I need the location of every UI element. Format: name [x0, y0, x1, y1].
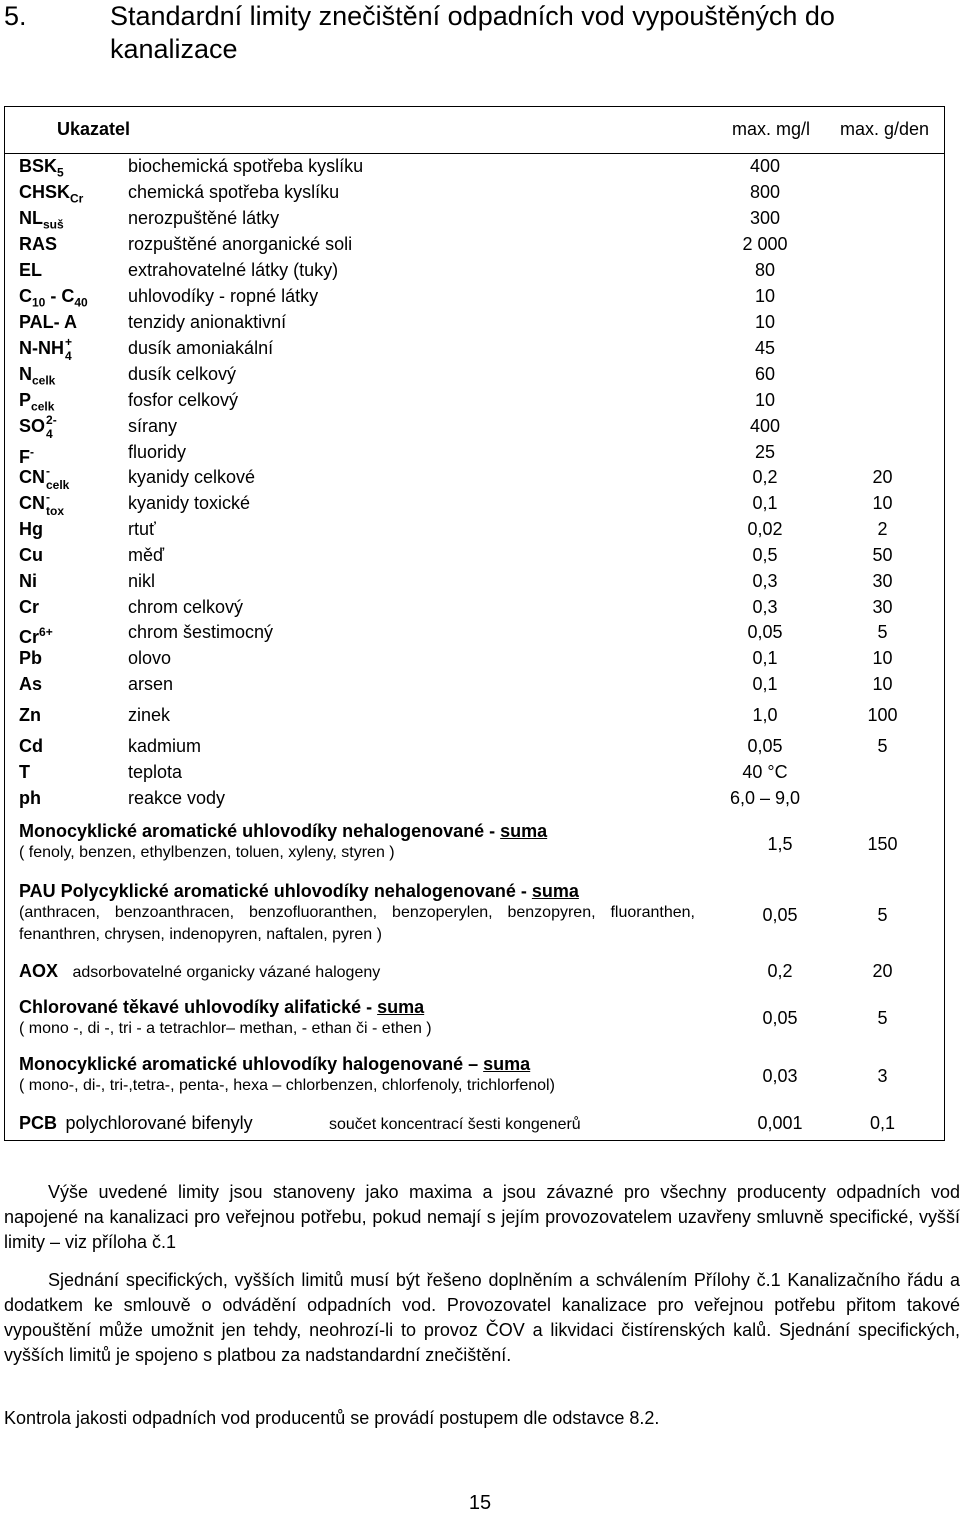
row-max-g-day: 10	[872, 648, 893, 668]
row-max-mg-l: 80	[754, 260, 776, 280]
row-indicator-code: $Cr^{6+}$	[19, 625, 53, 647]
row-max-mg-l: 0,5	[752, 545, 778, 565]
row-max-mg-l: 800	[749, 182, 781, 202]
row-max-g-day: 2	[877, 519, 888, 539]
table-row	[0, 389, 960, 415]
row-max-g-day: 10	[872, 493, 893, 513]
row-indicator-code: $P_{celk}$	[19, 390, 55, 414]
header-divider	[4, 153, 945, 154]
aox-name: adsorbovatelné organicky vázané halogeny	[72, 964, 381, 981]
row-indicator-name: fluoridy	[128, 442, 187, 462]
row-indicator-code: $CHSK_{Cr}$	[19, 182, 84, 206]
row-indicator-code: Cr	[19, 597, 40, 617]
halo-title: Monocyklické aromatické uhlovodíky halogenované –	[19, 1054, 484, 1074]
header-max-g-day: max. g/den	[840, 119, 930, 139]
chlor-g-day: 5	[877, 1008, 888, 1028]
row-indicator-code: ph	[19, 788, 41, 808]
row-max-g-day: 5	[877, 736, 888, 756]
table-row	[0, 363, 960, 389]
row-max-mg-l: 10	[754, 312, 776, 332]
table-row	[0, 518, 960, 544]
table-row	[0, 735, 960, 761]
pcb-mg-l: 0,001	[757, 1113, 803, 1133]
table-row	[0, 155, 960, 181]
halo-mg-l: 0,03	[762, 1066, 798, 1086]
row-indicator-code: RAS	[19, 234, 58, 254]
mono-aromatic-g-day: 150	[867, 834, 898, 854]
row-indicator-code: Hg	[19, 519, 43, 539]
table-row	[0, 596, 960, 622]
row-indicator-code: PAL- A	[19, 312, 77, 332]
row-indicator-name: zinek	[128, 705, 171, 725]
row-indicator-name: kyanidy celkové	[128, 467, 256, 487]
row-indicator-code: $BSK_5$	[19, 156, 64, 180]
block-subtitle: ( fenoly, benzen, ethylbenzen, toluen, xyleny, styren )	[19, 844, 395, 861]
block-chlorinated	[19, 996, 709, 1040]
aox-mg-l: 0,2	[767, 961, 793, 981]
pcb-code: PCB	[19, 1113, 58, 1133]
row-max-g-day: 5	[877, 622, 888, 642]
row-indicator-code: N-NH + 4	[19, 335, 73, 363]
row-max-g-day: 10	[872, 674, 893, 694]
row-max-mg-l: 6,0 – 9,0	[729, 788, 801, 808]
chlor-title: Chlorované těkavé uhlovodíky alifatické -	[19, 997, 378, 1017]
row-indicator-name: extrahovatelné látky (tuky)	[128, 260, 339, 280]
table-row	[0, 285, 960, 311]
row-max-mg-l: 2 000	[742, 234, 788, 254]
row-indicator-code: $N_{celk}$	[19, 364, 56, 388]
row-indicator-name: chrom šestimocný	[128, 622, 274, 642]
mono-aromatic-mg-l: 1,5	[767, 834, 793, 854]
pcb-g-day: 0,1	[869, 1113, 896, 1133]
row-indicator-name: sírany	[128, 416, 178, 436]
row-indicator-code: $NL_{suš}$	[19, 208, 64, 232]
pau-title-suma: suma	[531, 881, 579, 901]
row-indicator-name: rozpuštěné anorganické soli	[128, 234, 353, 254]
row-indicator-name: kadmium	[128, 736, 202, 756]
row-max-mg-l: 0,05	[747, 736, 783, 756]
row-max-g-day: 100	[867, 705, 898, 725]
row-indicator-name: dusík celkový	[128, 364, 237, 384]
header-max-mg-l: max. mg/l	[732, 119, 811, 139]
table-row	[0, 181, 960, 207]
row-max-mg-l: 300	[749, 208, 781, 228]
row-indicator-name: nikl	[128, 571, 156, 591]
block-aox	[19, 960, 739, 984]
row-indicator-name: arsen	[128, 674, 174, 694]
pau-title: Polycyklické aromatické uhlovodíky nehalogenované -	[55, 881, 532, 901]
row-indicator-code: CN - tox	[19, 490, 64, 518]
row-indicator-name: tenzidy anionaktivní	[128, 312, 287, 332]
row-max-mg-l: 0,1	[752, 648, 778, 668]
row-indicator-name: reakce vody	[128, 788, 226, 808]
aox-g-day: 20	[872, 961, 893, 981]
aox-code: AOX	[19, 961, 59, 981]
row-max-mg-l: 0,1	[752, 674, 778, 694]
row-max-mg-l: 10	[754, 286, 776, 306]
row-indicator-code: Cd	[19, 736, 43, 756]
paragraph-quality-control: Kontrola jakosti odpadních vod producentů se provádí postupem dle odstavce 8.2.	[4, 1408, 660, 1428]
row-max-mg-l: 60	[754, 364, 776, 384]
row-max-mg-l: 0,2	[752, 467, 778, 487]
header-indicator: Ukazatel	[57, 119, 131, 139]
section-title: Standardní limity znečištění odpadních vod vypouštěných do kanalizace	[110, 1, 835, 64]
table-row	[0, 704, 960, 730]
row-indicator-code: EL	[19, 260, 43, 280]
table-row	[0, 492, 960, 518]
page-number: 15	[468, 1492, 492, 1514]
row-indicator-code: F-	[19, 445, 34, 467]
table-row	[0, 441, 960, 467]
row-max-mg-l: 0,3	[752, 597, 778, 617]
row-max-mg-l: 400	[749, 416, 781, 436]
row-indicator-code: Zn	[19, 705, 41, 725]
row-max-mg-l: 0,02	[747, 519, 783, 539]
block-title-suma: suma	[500, 821, 548, 841]
table-row	[0, 673, 960, 699]
pau-mg-l: 0,05	[762, 905, 798, 925]
row-max-mg-l: 0,1	[752, 493, 778, 513]
table-row	[0, 415, 960, 441]
row-indicator-name: dusík amoniakální	[128, 338, 274, 358]
table-row	[0, 621, 960, 647]
row-max-mg-l: 10	[754, 390, 776, 410]
chlor-mg-l: 0,05	[762, 1008, 798, 1028]
row-max-g-day: 50	[872, 545, 893, 565]
pcb-name: polychlorované bifenyly	[65, 1113, 253, 1133]
row-indicator-code: As	[19, 674, 43, 694]
row-max-mg-l: 25	[754, 442, 776, 462]
row-indicator-name: chemická spotřeba kyslíku	[128, 182, 340, 202]
row-indicator-name: biochemická spotřeba kyslíku	[128, 156, 364, 176]
row-indicator-name: uhlovodíky - ropné látky	[128, 286, 319, 306]
row-max-g-day: 30	[872, 597, 893, 617]
pau-code: PAU	[19, 881, 56, 901]
table-row	[0, 647, 960, 673]
paragraph-specific-limits: Sjednání specifických, vyšších limitů musí být řešeno doplněním a schválením Přílohy č.1 Kanalizačního řádu a dodatkem ke smlouvě o odvádění odpadních vod. Provozovatel kanalizace pro veřejnou potřebu přitom takové vypouštění může umožnit jen tehdy, neohrozí-li to provoz ČOV a likvidaci čistírenských kalů. Sjednání specifických, vyšších limitů je spojeno s platbou za nadstandardní znečištění.	[4, 1270, 960, 1365]
pcb-note: součet koncentrací šesti kongenerů	[329, 1116, 581, 1133]
row-indicator-code: Cu	[19, 545, 43, 565]
table-row	[0, 761, 960, 787]
table-row	[0, 207, 960, 233]
table-row	[0, 311, 960, 337]
row-indicator-code: CN - celk	[19, 464, 70, 492]
row-indicator-name: rtuť	[128, 519, 156, 539]
table-row	[0, 259, 960, 285]
table-row	[0, 466, 960, 492]
row-indicator-code: SO 2- 4	[19, 413, 57, 441]
row-indicator-name: chrom celkový	[128, 597, 244, 617]
block-title: Monocyklické aromatické uhlovodíky nehalogenované -	[19, 821, 501, 841]
row-indicator-code: T	[19, 762, 30, 782]
row-max-mg-l: 0,3	[752, 571, 778, 591]
block-mono-aromatic	[19, 820, 709, 864]
table-row	[0, 570, 960, 596]
pau-g-day: 5	[877, 905, 888, 925]
halo-subtitle: ( mono-, di-, tri-,tetra-, penta-, hexa – chlorbenzen, chlorfenoly, trichlorfenol)	[19, 1077, 555, 1094]
row-max-mg-l: 400	[749, 156, 781, 176]
section-number: 5.	[4, 1, 27, 31]
row-max-mg-l: 45	[754, 338, 776, 358]
table-row	[0, 544, 960, 570]
row-max-mg-l: 0,05	[747, 622, 783, 642]
block-pau	[19, 880, 709, 946]
pau-subtitle: (anthracen, benzoanthracen, benzofluoranthen, benzoperylen, benzopyren, fluoranthen, fenanthren, chrysen, indenopyren, naftalen, pyren )	[19, 904, 695, 943]
row-indicator-code: Ni	[19, 571, 37, 591]
row-indicator-name: kyanidy toxické	[128, 493, 251, 513]
row-indicator-name: teplota	[128, 762, 183, 782]
row-indicator-code: $C_{10} - C_{40}$	[19, 286, 88, 310]
row-max-mg-l: 40 °C	[742, 762, 788, 782]
row-max-g-day: 30	[872, 571, 893, 591]
chlor-subtitle: ( mono -, di -, tri - a tetrachlor– methan, - ethan či - ethen )	[19, 1020, 432, 1037]
row-indicator-name: měď	[128, 545, 165, 565]
row-indicator-name: nerozpuštěné látky	[128, 208, 280, 228]
halo-title-suma: suma	[483, 1054, 531, 1074]
block-pcb	[19, 1112, 739, 1134]
block-mono-halogenated	[19, 1053, 709, 1097]
row-max-mg-l: 1,0	[752, 705, 778, 725]
row-indicator-name: olovo	[128, 648, 172, 668]
row-indicator-name: fosfor celkový	[128, 390, 239, 410]
row-indicator-code: Pb	[19, 648, 43, 668]
table-row	[0, 787, 960, 813]
paragraph-limits-note: Výše uvedené limity jsou stanoveny jako maxima a jsou závazné pro všechny producenty odpadních vod napojené na kanalizaci pro veřejnou potřebu, pokud nemají s jejím provozovatelem uzavřeny smluvně specifické, vyšší limity – viz příloha č.1	[4, 1182, 960, 1252]
table-row	[0, 233, 960, 259]
chlor-title-suma: suma	[377, 997, 425, 1017]
table-row	[0, 337, 960, 363]
halo-g-day: 3	[877, 1066, 888, 1086]
row-max-g-day: 20	[872, 467, 893, 487]
